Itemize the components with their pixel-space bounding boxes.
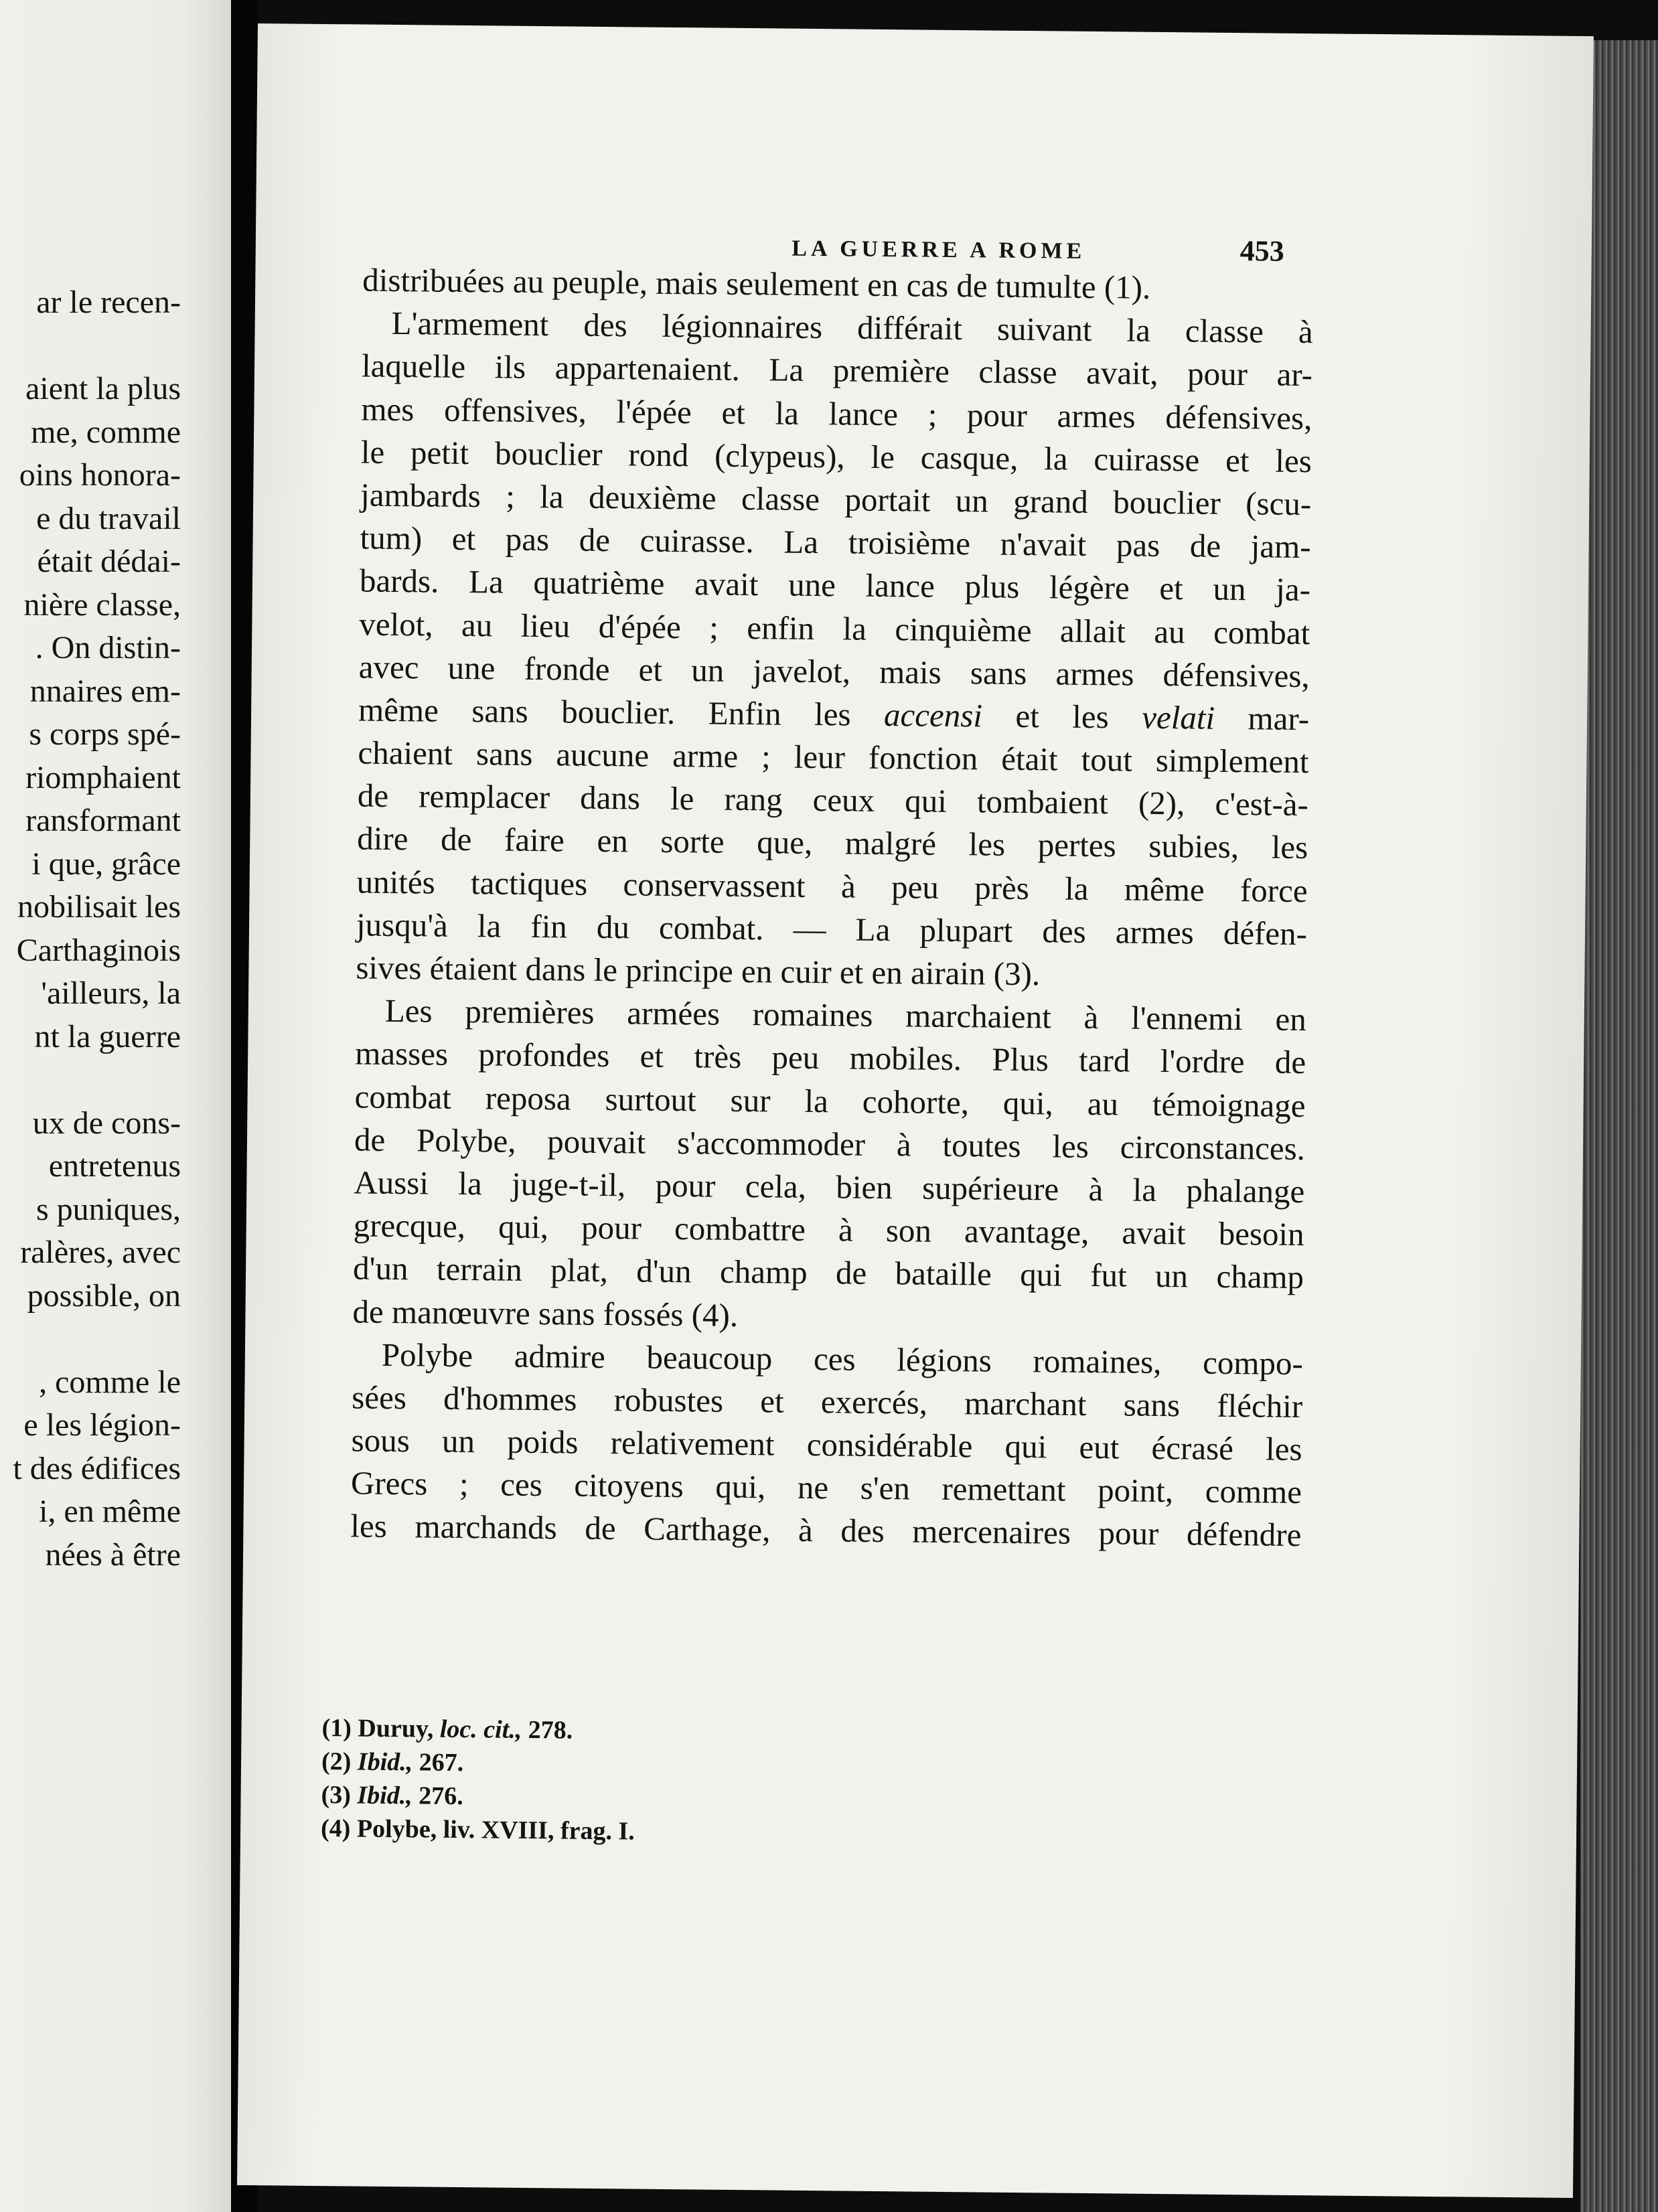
text-line: d'un terrain plat, d'un champ de bataille qui fut un champ (352, 1249, 1304, 1296)
previous-page-line: e du travail (36, 500, 181, 536)
text-line: chaient sans aucune arme ; leur fonction était tout simplement (358, 734, 1309, 781)
text-line: jusqu'à la fin du combat. — La plupart des armes défen- (356, 906, 1308, 952)
text-line: Aussi la juge-t-il, pour cela, bien supérieure à la phalange (354, 1164, 1305, 1210)
text-line: même sans bouclier. Enfin les accensi et les velati mar- (358, 691, 1310, 737)
text-line: Polybe admire beaucoup ces légions romaines, compo- (381, 1336, 1304, 1382)
text-line: combat reposa surtout sur la cohorte, qui, au témoignage (354, 1078, 1306, 1124)
previous-page-line: t des édifices (13, 1450, 181, 1486)
previous-page-line: nt la guerre (34, 1018, 181, 1054)
text-line: de remplacer dans le rang ceux qui tombaient (2), c'est-à- (357, 777, 1309, 823)
previous-page-line: , comme le (39, 1364, 181, 1400)
text-line: dire de faire en sorte que, malgré les pertes subies, les (357, 819, 1308, 866)
previous-page-line: aient la plus (25, 371, 181, 406)
previous-page-line: i, en même (39, 1494, 181, 1529)
text-line: unités tactiques conservassent à peu près la même force (356, 863, 1308, 909)
footnote: (1) Duruy, loc. cit., 278. (321, 1714, 573, 1745)
page-stack-edge (1580, 40, 1658, 2212)
book-page (237, 23, 1594, 2198)
text-line: grecque, qui, pour combattre à son avantage, avait besoin (353, 1206, 1304, 1253)
footnote: (4) Polybe, liv. XVIII, frag. I. (320, 1814, 635, 1846)
previous-page-line: e les légion- (23, 1407, 181, 1443)
text-line: avec une fronde et un javelot, mais sans armes défensives, (358, 648, 1310, 694)
text-line: le petit bouclier rond (clypeus), le casque, la cuirasse et les (360, 433, 1312, 479)
previous-page-line: nière classe, (23, 586, 181, 623)
text-line: masses profondes et très peu mobiles. Plus tard l'ordre de (354, 1034, 1306, 1081)
body-text (350, 259, 1313, 1557)
previous-page-line: nobilisait les (17, 889, 181, 925)
previous-page-line: ar le recen- (36, 285, 181, 320)
previous-page-line: 'ailleurs, la (41, 975, 181, 1011)
text-line: Les premières armées romaines marchaient à l'ennemi en (384, 992, 1307, 1038)
previous-page-line: Carthaginois (16, 932, 181, 968)
previous-page-line: ransformant (25, 803, 181, 838)
previous-page-line: ux de cons- (32, 1105, 181, 1141)
text-line: de Polybe, pouvait s'accommoder à toutes les circonstances. (354, 1121, 1306, 1167)
previous-page-line: i que, grâce (31, 846, 181, 882)
text-line: de manœuvre sans fossés (4). (352, 1292, 739, 1334)
text-line: sives étaient dans le principe en cuir et en airain (3). (356, 949, 1041, 993)
page-number: 453 (1239, 234, 1285, 268)
footnote: (2) Ibid., 267. (321, 1747, 464, 1778)
previous-page-line: était dédai- (37, 544, 181, 579)
previous-page-line: . On distin- (35, 630, 181, 665)
previous-page-line: me, comme (31, 414, 181, 450)
text-line: Grecs ; ces citoyens qui, ne s'en remettant point, comme (350, 1464, 1302, 1511)
previous-page-fragment (0, 0, 231, 2212)
text-line: sous un poids relativement considérable qui eut écrasé les (351, 1421, 1302, 1468)
footnotes (321, 1711, 925, 1851)
previous-page-line: entretenus (48, 1148, 181, 1184)
text-line: L'armement des légionnaires différait suivant la classe à (391, 305, 1313, 351)
previous-page-line: possible, on (27, 1277, 181, 1314)
previous-page-line: s corps spé- (29, 716, 181, 752)
footnote: (3) Ibid., 276. (321, 1781, 463, 1811)
text-line: mes offensives, l'épée et la lance ; pour armes défensives, (361, 390, 1312, 437)
previous-page-line: riomphaient (25, 759, 181, 795)
previous-page-line: oins honora- (19, 457, 181, 493)
text-line: tum) et pas de cuirasse. La troisième n'avait pas de jam- (360, 519, 1311, 566)
text-line: les marchands de Carthage, à des mercenaires pour défendre (350, 1507, 1302, 1554)
text-line: laquelle ils appartenaient. La première classe avait, pour ar- (361, 347, 1313, 394)
running-head: LA GUERRE A ROME (792, 236, 1086, 264)
text-line: sées d'hommes robustes et exercés, marchant sans fléchir (352, 1378, 1303, 1425)
previous-page-line: s puniques, (36, 1191, 181, 1227)
text-line: velot, au lieu d'épée ; enfin la cinquième allait au combat (359, 605, 1310, 651)
previous-page-line: ralères, avec (20, 1235, 181, 1270)
text-line: distribuées au peuple, mais seulement en cas de tumulte (1). (362, 261, 1151, 306)
previous-page-line: nnaires em- (29, 673, 181, 709)
text-line: jambards ; la deuxième classe portait un grand bouclier (scu- (360, 476, 1312, 523)
text-line: bards. La quatrième avait une lance plus légère et un ja- (359, 562, 1311, 609)
previous-page-line: nées à être (45, 1536, 181, 1573)
